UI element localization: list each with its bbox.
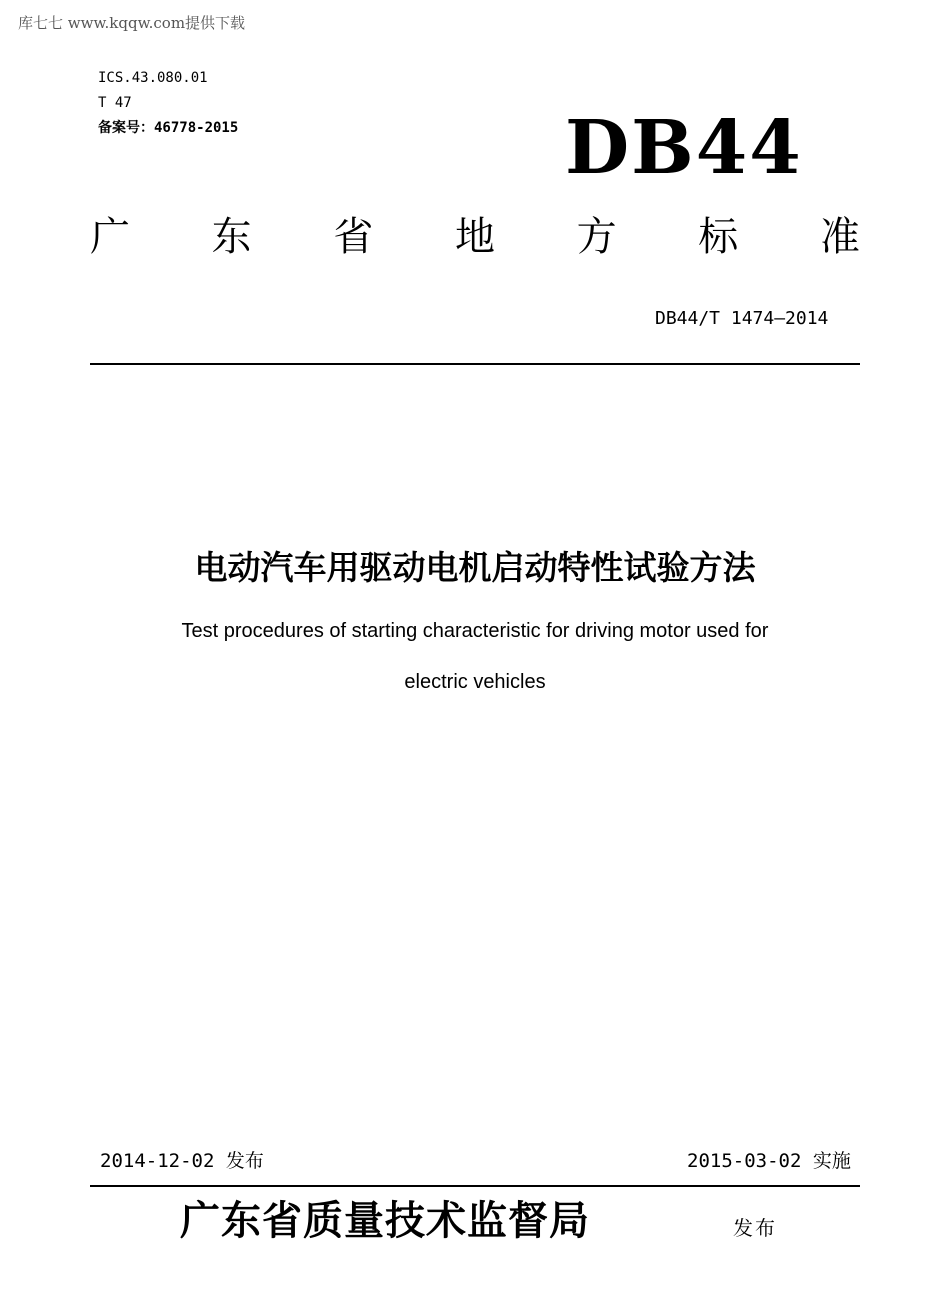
issue-date: 2014-12-02 发布 — [100, 1150, 264, 1172]
standard-type-heading — [90, 213, 860, 261]
standard-type-char: 地 — [454, 214, 495, 260]
footer-divider — [90, 1185, 860, 1187]
standard-type-char: 东 — [211, 214, 252, 260]
ics-code: ICS.43.080.01 — [98, 70, 208, 86]
classification-code: T 47 — [98, 95, 132, 111]
document-title-en-line1: Test procedures of starting characteristic for driving motor used for — [181, 620, 769, 642]
standard-number: DB44/T 1474—2014 — [655, 308, 829, 329]
standard-type-char: 广 — [90, 214, 130, 260]
issuing-authority: 广东省质量技术监督局 — [180, 1197, 590, 1244]
watermark-text: 库七七 www.kqqw.com提供下载 — [18, 14, 246, 32]
implementation-date: 2015-03-02 实施 — [687, 1150, 851, 1172]
standard-type-char: 标 — [698, 214, 739, 260]
document-title-en-line2: electric vehicles — [404, 671, 546, 693]
db44-logo: DB44 — [565, 105, 803, 191]
document-title-zh: 电动汽车用驱动电机启动特性试验方法 — [194, 548, 756, 587]
standard-type-char: 省 — [333, 214, 374, 260]
standard-type-char: 准 — [819, 214, 860, 260]
filing-number: 备案号：46778-2015 — [98, 120, 239, 136]
standard-type-char: 方 — [576, 214, 617, 260]
header-divider — [90, 363, 860, 365]
issuer-suffix: 发布 — [733, 1216, 777, 1240]
